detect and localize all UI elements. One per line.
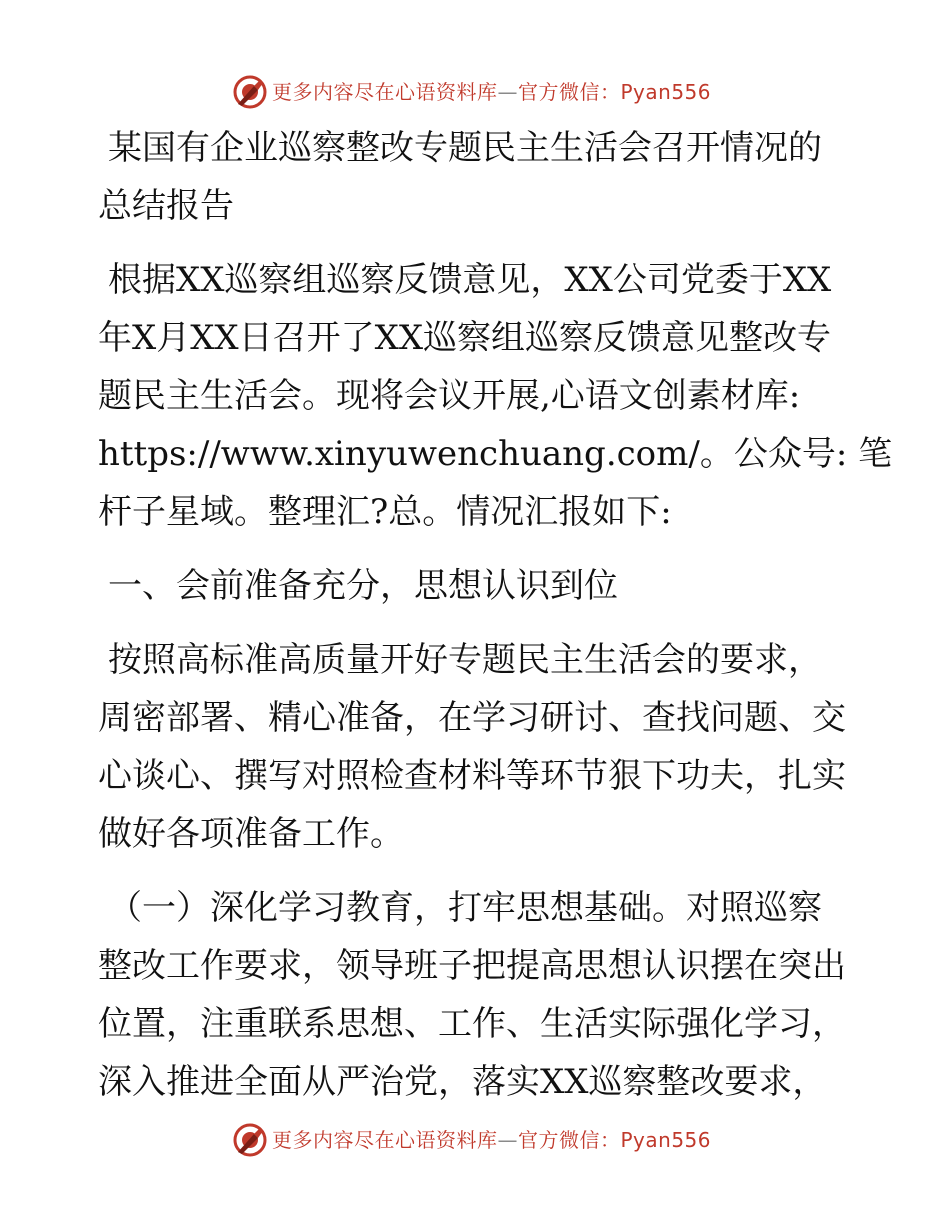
intro-line-4: https://www.xinyuwenchuang.com/。公众号: 笔	[98, 434, 893, 474]
section1-line-3: 心谈心、撰写对照检查材料等环节狠下功夫，扎实	[98, 756, 846, 796]
subsection1-line-4: 深入推进全面从严治党，落实XX巡察整改要求，	[98, 1062, 827, 1102]
subsection1-line-2: 整改工作要求，领导班子把提高思想认识摆在突出	[98, 946, 846, 986]
pen-logo-icon	[232, 1122, 268, 1158]
footer-wechat-text: 官方微信：Pyan556	[518, 1128, 712, 1152]
footer-separator: —	[497, 1128, 518, 1152]
pen-logo-icon	[232, 74, 268, 110]
header-banner-text	[272, 77, 711, 107]
header-wechat-text: 官方微信：Pyan556	[518, 80, 712, 104]
footer-banner-text	[272, 1125, 711, 1155]
title-line-2: 总结报告	[98, 186, 234, 226]
header-banner	[0, 72, 950, 112]
section1-line-2: 周密部署、精心准备，在学习研讨、查找问题、交	[98, 698, 846, 738]
intro-line-5: 杆子星域。整理汇?总。情况汇报如下:	[98, 492, 672, 532]
intro-line-2: 年X月XX日召开了XX巡察组巡察反馈意见整改专	[98, 318, 832, 358]
section1-line-1: 按照高标准高质量开好专题民主生活会的要求，	[108, 640, 822, 680]
intro-line-3: 题民主生活会。现将会议开展,心语文创素材库:	[98, 376, 801, 416]
header-site-text: 更多内容尽在心语资料库	[272, 80, 498, 104]
title-line-1: 某国有企业巡察整改专题民主生活会召开情况的	[108, 128, 822, 168]
intro-line-1: 根据XX巡察组巡察反馈意见，XX公司党委于XX	[108, 260, 832, 300]
header-separator: —	[497, 80, 518, 104]
footer-banner	[0, 1120, 950, 1160]
subsection1-line-1: （一）深化学习教育，打牢思想基础。对照巡察	[108, 888, 822, 928]
footer-site-text: 更多内容尽在心语资料库	[272, 1128, 498, 1152]
section1-line-4: 做好各项准备工作。	[98, 814, 404, 854]
section1-heading: 一、会前准备充分，思想认识到位	[108, 566, 618, 606]
subsection1-line-3: 位置，注重联系思想、工作、生活实际强化学习，	[98, 1004, 846, 1044]
